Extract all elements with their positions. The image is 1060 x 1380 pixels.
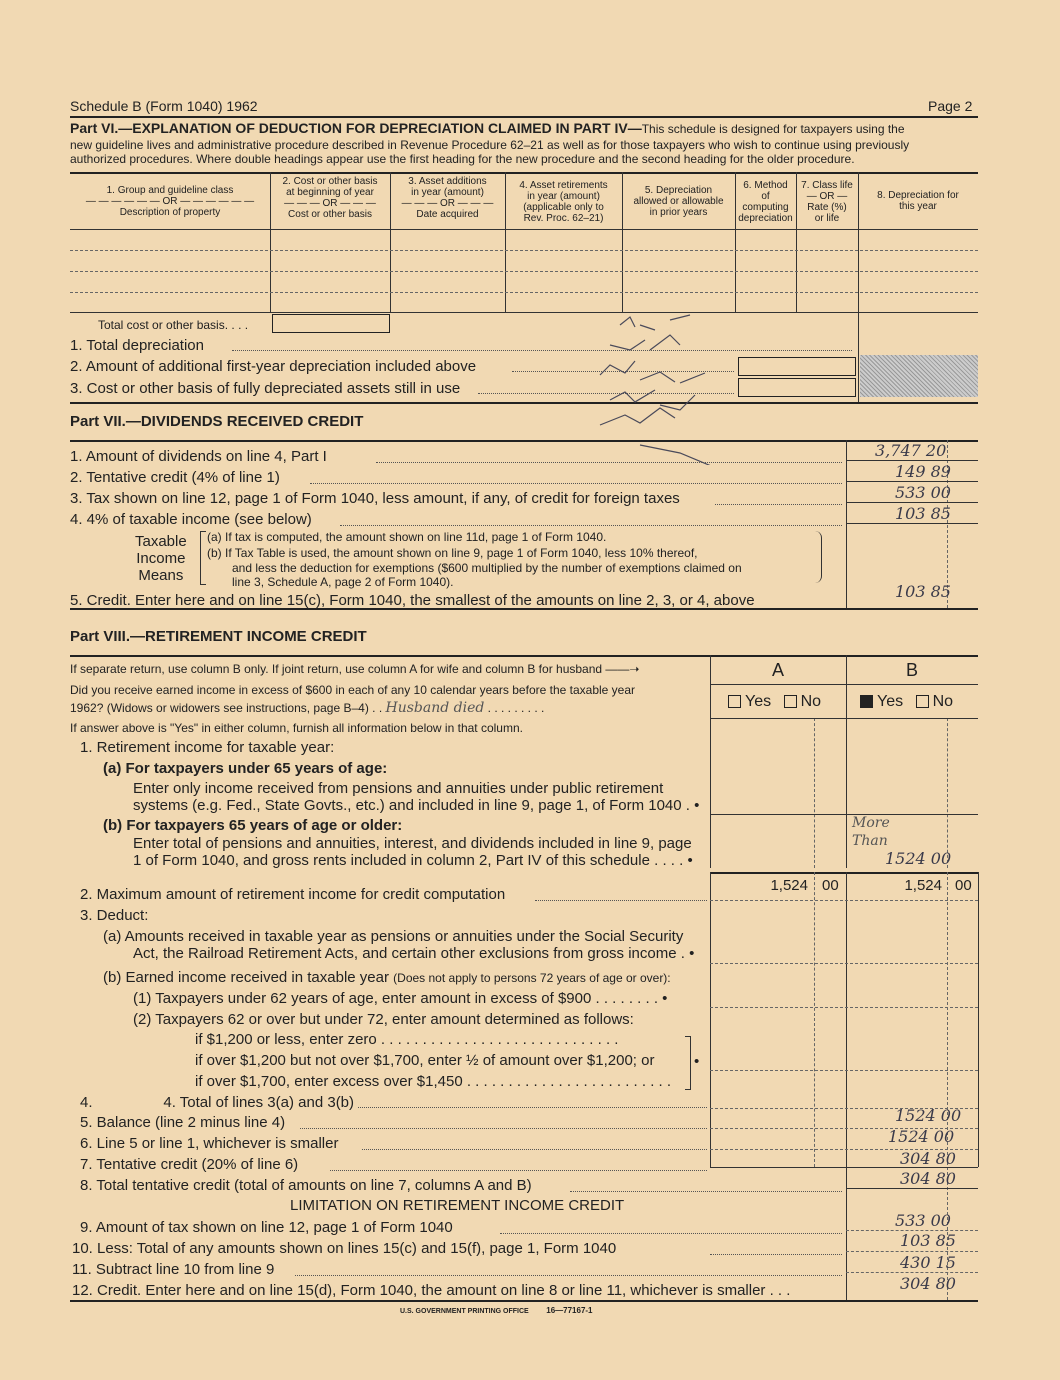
p8-l3b2-a: if $1,200 or less, enter zero . . . . . . . . . . . . . . . . . . . . . . . . . . . . . <box>195 1031 619 1048</box>
p8-l12: 12. Credit. Enter here and on line 15(d), Form 1040, the amount on line 8 or line 11, whichever is smaller . . . <box>72 1282 791 1299</box>
p7-line2: 2. Tentative credit (4% of line 1) <box>70 469 280 486</box>
p8-l3b2: (2) Taxpayers 62 or over but under 72, enter amount determined as follows: <box>133 1011 634 1028</box>
p7-v5: 103 85 <box>895 582 951 601</box>
col-b-yesno: Yes No <box>860 693 953 711</box>
p8-instr: If separate return, use column B only. If joint return, use column A for wife and column B for husband ——➝ <box>70 662 640 676</box>
l2-b-cents: 00 <box>955 877 972 894</box>
total-cost-box[interactable] <box>272 314 390 333</box>
p7-line5: 5. Credit. Enter here and on line 15(c), Form 1040, the smallest of the amounts on line 2, 3, or 4, above <box>70 592 755 609</box>
col5-header: 5. Depreciation allowed or allowable in prior years <box>633 185 724 218</box>
l2-a-dollars: 1,524 <box>770 877 808 894</box>
hw-1524: 1524 00 <box>885 849 952 868</box>
part8-title: Part VIII.—RETIREMENT INCOME CREDIT <box>70 628 367 645</box>
l8: 304 80 <box>900 1169 956 1188</box>
part6-intro-3: authorized procedures. Where double headings appear use the first heading for the new procedure and the second heading for the older procedure. <box>70 152 855 166</box>
p8-l1a-head: (a) For taxpayers under 65 years of age: <box>103 760 388 777</box>
ti-b3: line 3, Schedule A, page 2 of Form 1040). <box>232 575 454 589</box>
l2-b-dollars: 1,524 <box>904 877 942 894</box>
p8-l3a-1: (a) Amounts received in taxable year as pensions or annuities under the Social Security <box>103 928 684 945</box>
p8-l9: 9. Amount of tax shown on line 12, page 1 of Form 1040 <box>80 1219 453 1236</box>
p8-l8: 8. Total tentative credit (total of amounts on line 7, columns A and B) <box>80 1177 532 1194</box>
ti-b1: (b) If Tax Table is used, the amount shown on line 9, page 1 of Form 1040, less 10% thereof, <box>207 546 698 560</box>
p7-line1: 1. Amount of dividends on line 4, Part I <box>70 448 327 465</box>
p7-line3: 3. Tax shown on line 12, page 1 of Form 1040, less amount, if any, of credit for foreign taxes <box>70 490 680 507</box>
p6-line2: 2. Amount of additional first-year depreciation included above <box>70 358 477 375</box>
col1-header: 1. Group and guideline class — — — — — — OR — — — — — — Description of property <box>85 185 255 218</box>
col6-header: 6. Method of computing depreciation <box>738 180 793 224</box>
p7-v4: 103 85 <box>895 504 951 523</box>
printer-line: U.S. GOVERNMENT PRINTING OFFICE 16—77167-1 <box>400 1306 593 1315</box>
l12: 304 80 <box>900 1274 956 1293</box>
shaded-area <box>860 355 978 397</box>
l9: 533 00 <box>895 1211 951 1230</box>
p8-l7: 7. Tentative credit (20% of line 6) <box>80 1156 299 1173</box>
p8-l3a-2: Act, the Railroad Retirement Acts, and certain other exclusions from gross income . • <box>133 945 695 962</box>
col7-header: 7. Class life — OR — Rate (%) or life <box>801 180 853 224</box>
p8-l3: 3. Deduct: <box>80 907 149 924</box>
page-number: Page 2 <box>928 98 973 114</box>
hw-than: Than <box>852 833 888 849</box>
hw-more: More <box>852 815 890 831</box>
p8-l3b1: (1) Taxpayers under 62 years of age, enter amount in excess of $900 . . . . . . . . • <box>133 990 668 1007</box>
part6-intro-2: new guideline lives and administrative procedure described in Revenue Procedure 62–21 as well as for those taxpayers who wish to continue using previously <box>70 138 910 152</box>
limitation-heading: LIMITATION ON RETIREMENT INCOME CREDIT <box>290 1197 625 1214</box>
p8-l1a-1: Enter only income received from pensions and annuities under public retirement <box>133 780 664 797</box>
p8-l6: 6. Line 5 or line 1, whichever is smaller <box>80 1135 339 1152</box>
p8-q2: 1962? (Widows or widowers see instructions, page B–4) . . Husband died . . . . . . . . . <box>70 700 545 716</box>
p7-v1: 3,747 20 <box>875 441 947 460</box>
p8-l1a-2: systems (e.g. Fed., State Govts., etc.) and included in line 9, page 1, of Form 1040 . • <box>133 797 700 814</box>
p8-q1: Did you receive earned income in excess of $600 in each of any 10 calendar years before the taxable year <box>70 683 636 697</box>
col-b-yes-checkbox[interactable] <box>860 695 873 708</box>
col-b-label: B <box>905 660 918 680</box>
schedule-header: Schedule B (Form 1040) 1962 <box>70 98 258 114</box>
p8-l1b-1: Enter total of pensions and annuities, interest, and dividends included in line 9, page <box>133 835 692 852</box>
l2-a-cents: 00 <box>822 877 839 894</box>
p7-v2: 149 89 <box>895 462 951 481</box>
col-a-label: A <box>771 660 784 680</box>
p6-line3: 3. Cost or other basis of fully depreciated assets still in use <box>70 380 461 397</box>
col4-header: 4. Asset retirements in year (amount) (applicable only to Rev. Proc. 62–21) <box>519 180 608 224</box>
col8-header: 8. Depreciation for this year <box>877 190 959 212</box>
p8-l5: 5. Balance (line 2 minus line 4) <box>80 1114 286 1131</box>
p8-l3b2-c: if over $1,700, enter excess over $1,450 . . . . . . . . . . . . . . . . . . . . . . . . . <box>195 1073 672 1090</box>
part7-title: Part VII.—DIVIDENDS RECEIVED CREDIT <box>70 413 364 430</box>
total-cost-label: Total cost or other basis. . . . <box>98 318 249 332</box>
p6-line1: 1. Total depreciation <box>70 337 204 354</box>
taxable-income-means: Taxable Income Means <box>135 533 187 584</box>
l5-b: 1524 00 <box>895 1106 962 1125</box>
l11: 430 15 <box>900 1253 956 1272</box>
p8-l10: 10. Less: Total of any amounts shown on lines 15(c) and 15(f), page 1, Form 1040 <box>72 1240 617 1257</box>
p8-l4: 4. 4. Total of lines 3(a) and 3(b) <box>80 1094 355 1111</box>
p8-l3b2-b: if over $1,200 but not over $1,700, enter ½ of amount over $1,200; or <box>195 1052 655 1069</box>
p8-q3: If answer above is "Yes" in either column, furnish all information below in that column. <box>70 721 523 735</box>
p8-l11: 11. Subtract line 10 from line 9 <box>72 1261 275 1278</box>
col-a-yesno: Yes No <box>728 693 821 711</box>
part6-title: Part VI.—EXPLANATION OF DEDUCTION FOR DEPRECIATION CLAIMED IN PART IV—This schedule is designed for taxpayers using the <box>70 120 905 136</box>
l7-b: 304 80 <box>900 1149 956 1168</box>
col-a-no-checkbox[interactable] <box>784 695 797 708</box>
p8-l1b-head: (b) For taxpayers 65 years of age or older: <box>103 817 403 834</box>
p8-l2: 2. Maximum amount of retirement income for credit computation <box>80 886 506 903</box>
ti-a: (a) If tax is computed, the amount shown on line 11d, page 1 of Form 1040. <box>207 530 607 544</box>
p7-v3: 533 00 <box>895 483 951 502</box>
p8-l1: 1. Retirement income for taxable year: <box>80 739 335 756</box>
col-b-no-checkbox[interactable] <box>916 695 929 708</box>
p8-l1b-2: 1 of Form 1040, and gross rents included in column 2, Part IV of this schedule . . . . • <box>133 852 693 869</box>
col2-header: 2. Cost or other basis at beginning of year — — — OR — — — Cost or other basis <box>282 176 378 220</box>
p7-line4: 4. 4% of taxable income (see below) <box>70 511 312 528</box>
col3-header: 3. Asset additions in year (amount) — — — OR — — — Date acquired <box>401 176 494 220</box>
ti-b2: and less the deduction for exemptions ($600 multiplied by the number of exemptions claimed on <box>232 561 742 575</box>
p8-l3b: (b) Earned income received in taxable year (Does not apply to persons 72 years of age or over): <box>103 969 671 986</box>
l6-b: 1524 00 <box>888 1127 955 1146</box>
col-a-yes-checkbox[interactable] <box>728 695 741 708</box>
l10: 103 85 <box>900 1231 956 1250</box>
